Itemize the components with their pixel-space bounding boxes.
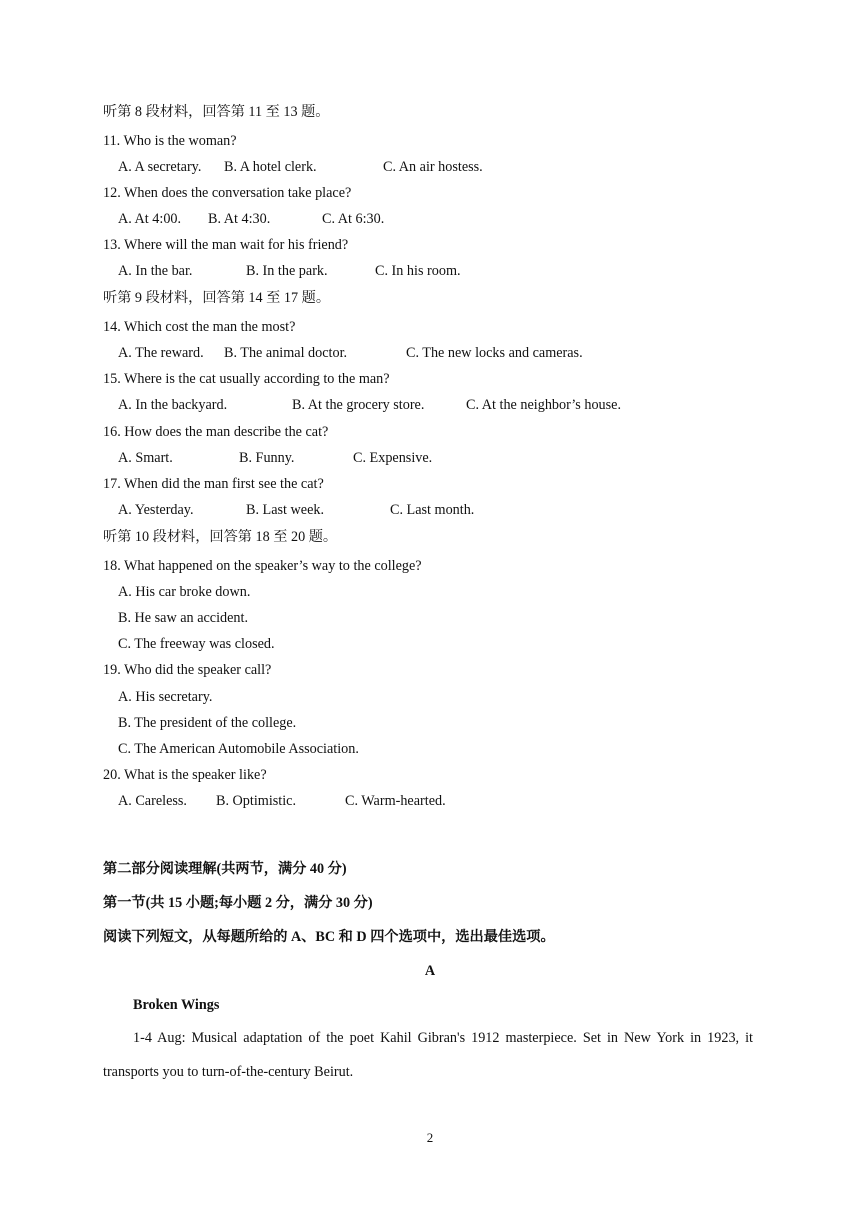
question-11-option-b: B. A hotel clerk. bbox=[224, 159, 317, 175]
page-number: 2 bbox=[426, 1130, 434, 1145]
item-title: Broken Wings bbox=[133, 997, 220, 1013]
question-12-option-b: B. At 4:30. bbox=[208, 211, 271, 227]
question-11-option-c: C. An air hostess. bbox=[383, 159, 483, 175]
question-14-option-a: A. The reward. bbox=[118, 345, 204, 361]
question-12-stem: 12. When does the conversation take place? bbox=[103, 185, 352, 201]
question-20-option-c: C. Warm-hearted. bbox=[345, 793, 446, 809]
question-11-stem: 11. Who is the woman? bbox=[103, 133, 237, 149]
question-15-option-b: B. At the grocery store. bbox=[292, 397, 425, 413]
question-18-option-c: C. The freeway was closed. bbox=[118, 636, 275, 652]
section-8-header: 听第 8 段材料，回答第 11 至 13 题。 bbox=[103, 104, 330, 120]
question-14-stem: 14. Which cost the man the most? bbox=[103, 319, 296, 335]
question-16-option-b: B. Funny. bbox=[239, 450, 295, 466]
question-19-stem: 19. Who did the speaker call? bbox=[103, 662, 272, 678]
question-14-option-b: B. The animal doctor. bbox=[224, 345, 348, 361]
section-10-header: 听第 10 段材料，回答第 18 至 20 题。 bbox=[103, 529, 338, 545]
item-description: 1-4 Aug: Musical adaptation of the poet Kahil Gibran's 1912 masterpiece. Set in New York in 1923, it transports you to turn-of-the-century Beirut. bbox=[103, 1030, 753, 1080]
question-17-option-a: A. Yesterday. bbox=[118, 502, 194, 518]
question-13-option-b: B. In the park. bbox=[246, 263, 328, 279]
question-12-option-a: A. At 4:00. bbox=[118, 211, 182, 227]
reading-instruction: 阅读下列短文，从每题所给的 A、BC 和 D 四个选项中，选出最佳选项。 bbox=[103, 929, 555, 945]
question-14-option-c: C. The new locks and cameras. bbox=[406, 345, 583, 361]
question-12-option-c: C. At 6:30. bbox=[322, 211, 385, 227]
question-13-stem: 13. Where will the man wait for his friend? bbox=[103, 237, 349, 253]
question-17-option-b: B. Last week. bbox=[246, 502, 325, 518]
question-20-stem: 20. What is the speaker like? bbox=[103, 767, 267, 783]
question-16-option-a: A. Smart. bbox=[118, 450, 173, 466]
question-18-stem: 18. What happened on the speaker’s way to the college? bbox=[103, 558, 422, 574]
question-19-option-a: A. His secretary. bbox=[118, 689, 213, 705]
question-17-stem: 17. When did the man first see the cat? bbox=[103, 476, 324, 492]
question-15-option-a: A. In the backyard. bbox=[118, 397, 228, 413]
question-20-option-a: A. Careless. bbox=[118, 793, 187, 809]
question-11-option-a: A. A secretary. bbox=[118, 159, 202, 175]
question-16-option-c: C. Expensive. bbox=[353, 450, 433, 466]
question-13-option-c: C. In his room. bbox=[375, 263, 461, 279]
section-one-title: 第一节(共 15 小题;每小题 2 分，满分 30 分) bbox=[103, 895, 373, 911]
question-19-option-b: B. The president of the college. bbox=[118, 715, 297, 731]
passage-letter: A bbox=[424, 963, 436, 979]
question-16-stem: 16. How does the man describe the cat? bbox=[103, 424, 329, 440]
question-19-option-c: C. The American Automobile Association. bbox=[118, 741, 359, 757]
question-13-option-a: A. In the bar. bbox=[118, 263, 193, 279]
question-18-option-b: B. He saw an accident. bbox=[118, 610, 249, 626]
question-17-option-c: C. Last month. bbox=[390, 502, 475, 518]
question-18-option-a: A. His car broke down. bbox=[118, 584, 251, 600]
part-two-title: 第二部分阅读理解(共两节，满分 40 分) bbox=[103, 861, 347, 877]
question-15-stem: 15. Where is the cat usually according to the man? bbox=[103, 371, 390, 387]
question-20-option-b: B. Optimistic. bbox=[216, 793, 297, 809]
question-15-option-c: C. At the neighbor’s house. bbox=[466, 397, 622, 413]
section-9-header: 听第 9 段材料，回答第 14 至 17 题。 bbox=[103, 290, 331, 306]
